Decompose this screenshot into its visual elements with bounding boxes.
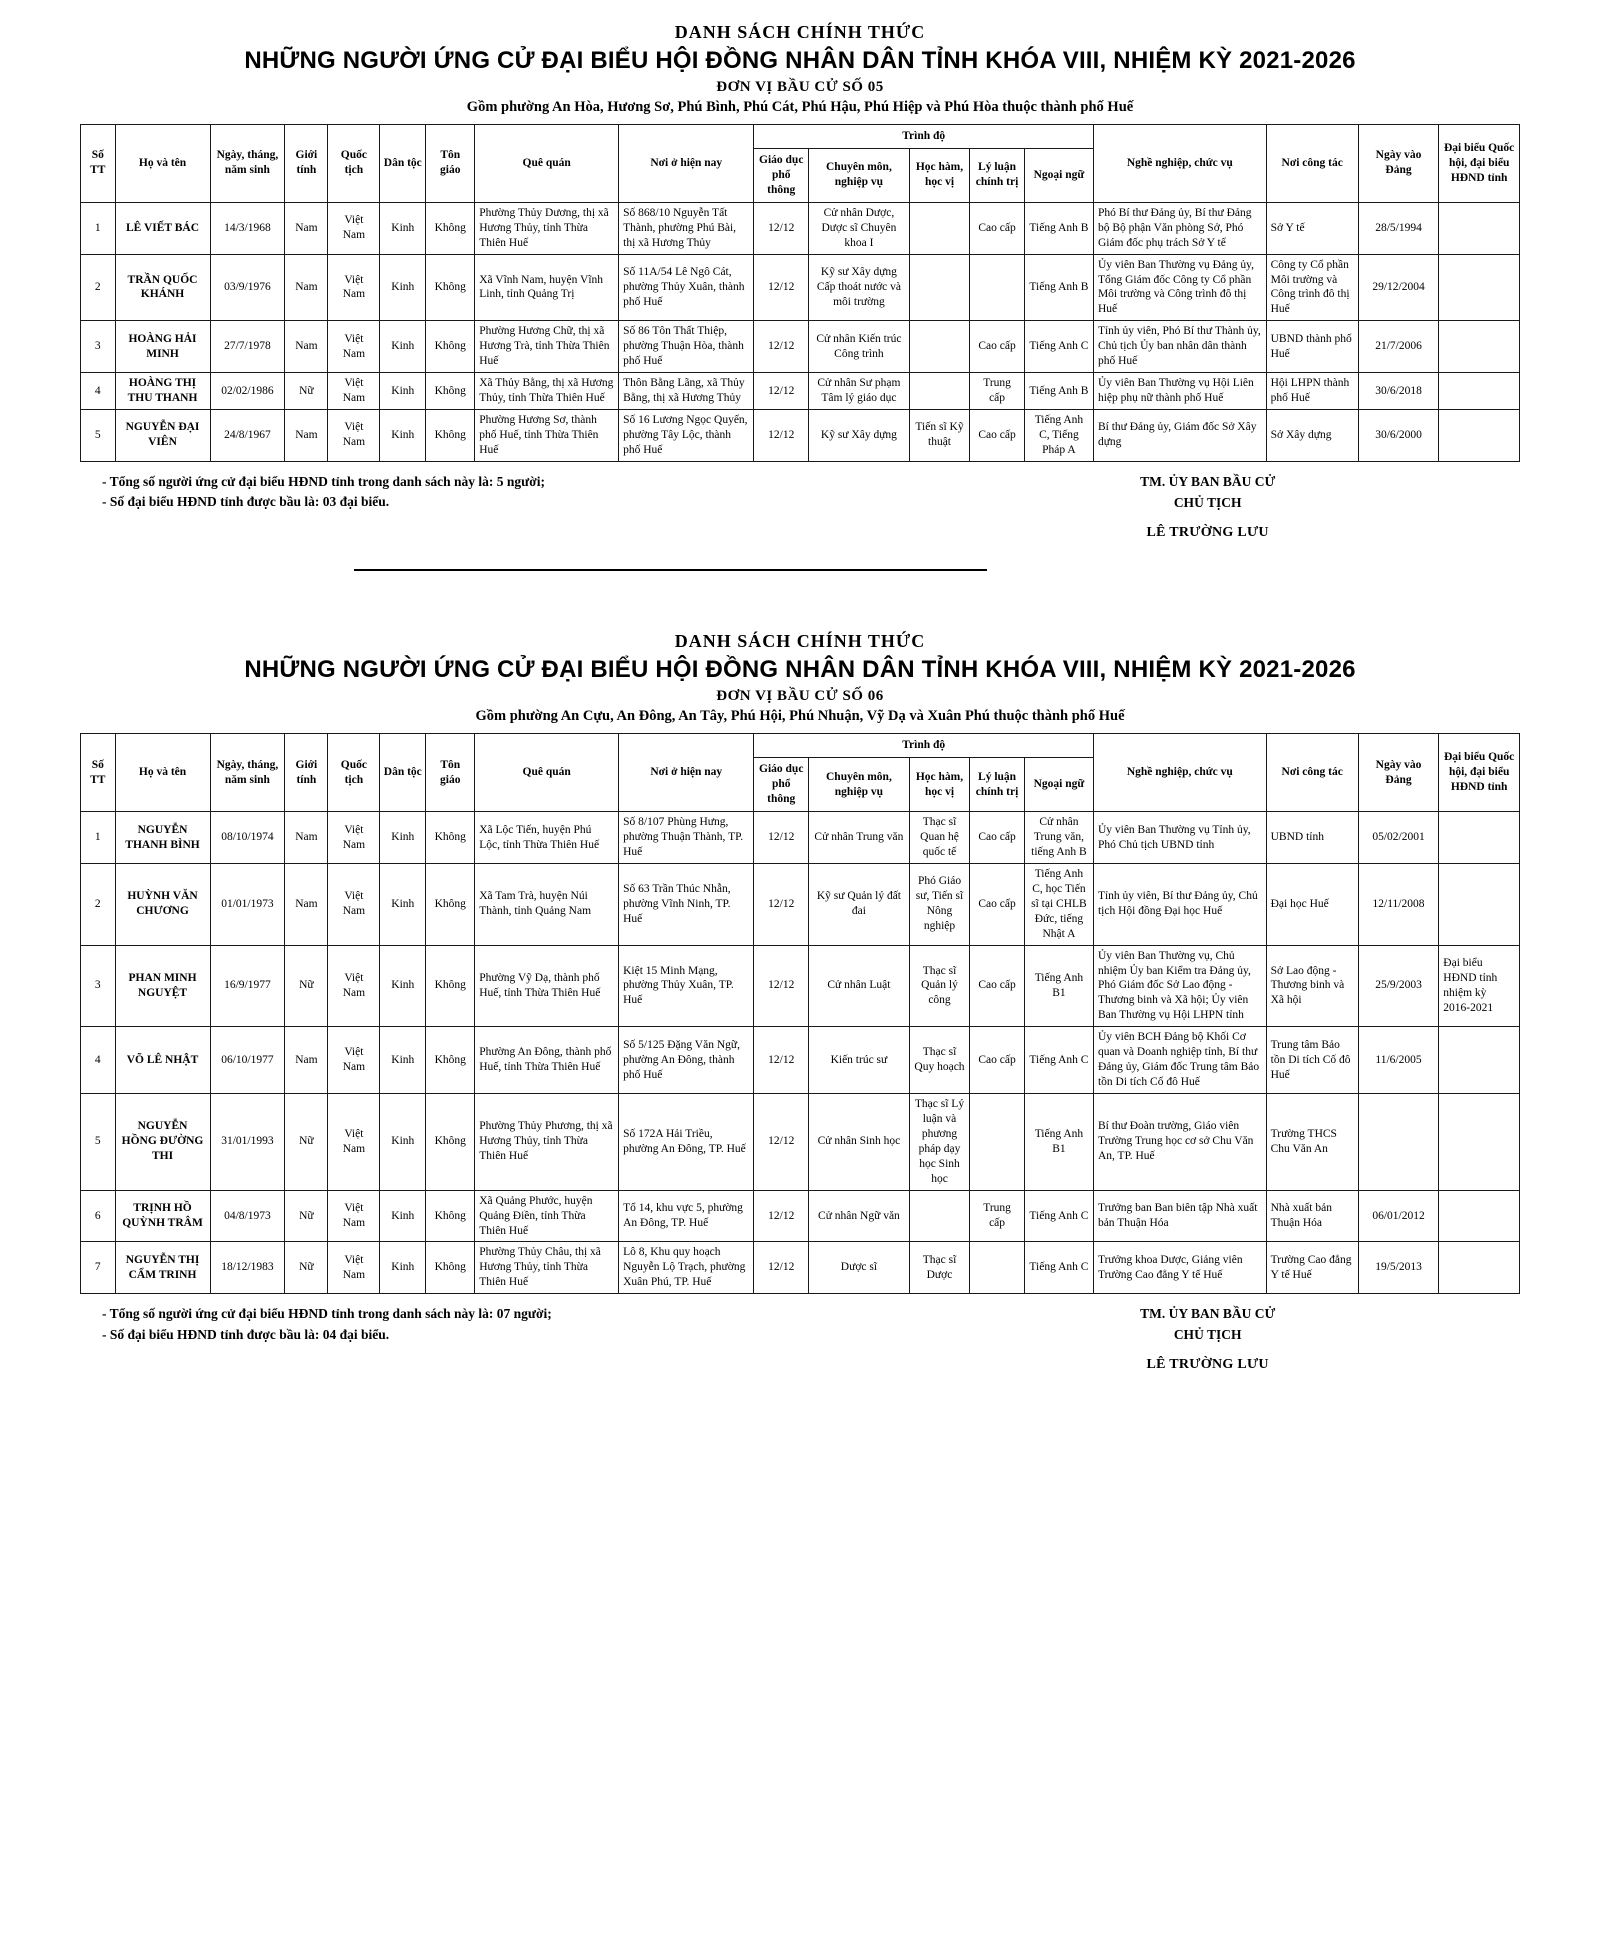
cell: Tổ 14, khu vực 5, phường An Đông, TP. Huế [619, 1190, 754, 1242]
cell: Ủy viên Ban Thường vụ Hội Liên hiệp phụ nữ thành phố Huế [1093, 373, 1266, 410]
cell [970, 1094, 1025, 1191]
cell: Kinh [380, 254, 426, 321]
cell: 24/8/1967 [210, 410, 285, 462]
cell: 4 [81, 1027, 116, 1094]
cell: Kinh [380, 812, 426, 864]
col-header-education: Giáo dục phổ thông [754, 758, 809, 812]
cell: 6 [81, 1190, 116, 1242]
cell: Không [426, 202, 475, 254]
section-unit-05 [80, 22, 1520, 543]
cell: Ủy viên Ban Thường vụ Tỉnh ủy, Phó Chủ tịch UBND tỉnh [1093, 812, 1266, 864]
table-header [81, 125, 1520, 203]
signature-role: CHỦ TỊCH [1173, 1327, 1242, 1343]
cell: Việt Nam [328, 410, 380, 462]
cell [1439, 254, 1520, 321]
cell: Nam [285, 202, 328, 254]
cell: Tiếng Anh B1 [1024, 1094, 1093, 1191]
cell: Cử nhân Dược, Dược sĩ Chuyên khoa I [809, 202, 910, 254]
section-title: DANH SÁCH CHÍNH THỨC [674, 22, 926, 42]
cell: Nữ [285, 373, 328, 410]
cell [1439, 863, 1520, 945]
cell: Sở Xây dựng [1266, 410, 1358, 462]
cell: 06/01/2012 [1358, 1190, 1439, 1242]
cell: 12/12 [754, 1094, 809, 1191]
cell: Kinh [380, 202, 426, 254]
cell: 12/12 [754, 321, 809, 373]
cell: Phường Thủy Phương, thị xã Hương Thủy, tỉnh Thừa Thiên Huế [475, 1094, 619, 1191]
section-unit-06 [80, 631, 1520, 1375]
cell: Phường Thủy Châu, thị xã Hương Thủy, tỉnh Thừa Thiên Huế [475, 1242, 619, 1294]
cell [909, 321, 969, 373]
cell: Phường Vỹ Dạ, thành phố Huế, tỉnh Thừa Thiên Huế [475, 945, 619, 1027]
cell: Trung cấp [970, 1190, 1025, 1242]
cell: Trường THCS Chu Văn An [1266, 1094, 1358, 1191]
cell: 14/3/1968 [210, 202, 285, 254]
cell: 06/10/1977 [210, 1027, 285, 1094]
cell: 12/12 [754, 1242, 809, 1294]
cell: Nam [285, 254, 328, 321]
cell: Thạc sĩ Dược [909, 1242, 969, 1294]
cell [970, 1242, 1025, 1294]
col-header-workplace: Nơi công tác [1266, 125, 1358, 203]
cell: Kỹ sư Xây dựng Cấp thoát nước và môi trường [809, 254, 910, 321]
cell: Kỹ sư Quản lý đất đai [809, 863, 910, 945]
cell: Trung cấp [970, 373, 1025, 410]
cell: Xã Tam Trà, huyện Núi Thành, tỉnh Quảng Nam [475, 863, 619, 945]
col-header-dob: Ngày, tháng, năm sinh [210, 734, 285, 812]
cell [909, 254, 969, 321]
cell: Phường Thủy Dương, thị xã Hương Thủy, tỉnh Thừa Thiên Huế [475, 202, 619, 254]
cell: Cử nhân Sinh học [809, 1094, 910, 1191]
cell: Sở Lao động - Thương binh và Xã hội [1266, 945, 1358, 1027]
cell: Không [426, 812, 475, 864]
cell: Xã Quảng Phước, huyện Quảng Điền, tỉnh Thừa Thiên Huế [475, 1190, 619, 1242]
col-header-education: Giáo dục phổ thông [754, 148, 809, 202]
cell: Không [426, 373, 475, 410]
col-header-job: Nghề nghiệp, chức vụ [1093, 734, 1266, 812]
cell: 27/7/1978 [210, 321, 285, 373]
col-header-workplace: Nơi công tác [1266, 734, 1358, 812]
cell: Thạc sĩ Quy hoạch [909, 1027, 969, 1094]
cell: Ủy viên Ban Thường vụ Đảng ủy, Tổng Giám đốc Công ty Cổ phần Môi trường và Công trình đô thị Huế [1093, 254, 1266, 321]
cell: Thạc sĩ Quan hệ quốc tế [909, 812, 969, 864]
cell: Việt Nam [328, 373, 380, 410]
cell: Tiếng Anh C [1024, 321, 1093, 373]
cell: Việt Nam [328, 1094, 380, 1191]
cell: Thạc sĩ Lý luận và phương pháp dạy học Sinh học [909, 1094, 969, 1191]
total-candidates-line: - Tổng số người ứng cử đại biểu HĐND tỉnh trong danh sách này là: 5 người; [102, 473, 545, 489]
cell: Số 868/10 Nguyễn Tất Thành, phường Phú Bài, thị xã Hương Thủy [619, 202, 754, 254]
cell: Không [426, 410, 475, 462]
col-header-language: Ngoại ngữ [1024, 148, 1093, 202]
signature-block [1140, 1304, 1275, 1376]
col-header-gender: Giới tính [285, 125, 328, 203]
cell: 31/01/1993 [210, 1094, 285, 1191]
cell: Số 63 Trần Thúc Nhẫn, phường Vĩnh Ninh, TP. Huế [619, 863, 754, 945]
cell [1439, 1094, 1520, 1191]
col-header-profession: Chuyên môn, nghiệp vụ [809, 758, 910, 812]
cell: 05/02/2001 [1358, 812, 1439, 864]
candidates-body-unit-05 [81, 202, 1520, 461]
cell: 3 [81, 321, 116, 373]
cell: Tiếng Anh B1 [1024, 945, 1093, 1027]
cell: Nhà xuất bản Thuận Hóa [1266, 1190, 1358, 1242]
col-header-gender: Giới tính [285, 734, 328, 812]
candidate-row [81, 1027, 1520, 1094]
cell: Xã Lộc Tiến, huyện Phú Lộc, tỉnh Thừa Thiên Huế [475, 812, 619, 864]
election-unit-scope: Gồm phường An Cựu, An Đông, An Tây, Phú Hội, Phú Nhuận, Vỹ Dạ và Xuân Phú thuộc thành phố Huế [475, 708, 1125, 725]
cell: Phó Giáo sư, Tiến sĩ Nông nghiệp [909, 863, 969, 945]
cell: Thạc sĩ Quản lý công [909, 945, 969, 1027]
cell: Không [426, 945, 475, 1027]
cell: 12/12 [754, 812, 809, 864]
cell: NGUYỄN HỒNG ĐƯỜNG THI [115, 1094, 210, 1191]
cell: 12/12 [754, 945, 809, 1027]
candidate-row [81, 373, 1520, 410]
cell: Nữ [285, 1242, 328, 1294]
col-header-qualification-group: Trình độ [754, 125, 1094, 149]
cell: Cử nhân Kiến trúc Công trình [809, 321, 910, 373]
cell: Việt Nam [328, 321, 380, 373]
cell: Phường Hương Chữ, thị xã Hương Trà, tỉnh Thừa Thiên Huế [475, 321, 619, 373]
cell: 02/02/1986 [210, 373, 285, 410]
cell: Tiếng Anh C [1024, 1190, 1093, 1242]
cell: 08/10/1974 [210, 812, 285, 864]
cell: Nữ [285, 945, 328, 1027]
cell [1439, 410, 1520, 462]
cell: TRẦN QUỐC KHÁNH [115, 254, 210, 321]
cell: Việt Nam [328, 945, 380, 1027]
cell: 25/9/2003 [1358, 945, 1439, 1027]
candidate-row [81, 945, 1520, 1027]
cell: Cao cấp [970, 1027, 1025, 1094]
cell: 19/5/2013 [1358, 1242, 1439, 1294]
cell [970, 254, 1025, 321]
cell: Tiếng Anh B [1024, 373, 1093, 410]
cell: Không [426, 1190, 475, 1242]
cell: 2 [81, 863, 116, 945]
cell: 18/12/1983 [210, 1242, 285, 1294]
cell: Kinh [380, 321, 426, 373]
signature-name: LÊ TRƯỜNG LƯU [1146, 1357, 1269, 1373]
candidate-row [81, 863, 1520, 945]
cell [1439, 1190, 1520, 1242]
cell: Cao cấp [970, 812, 1025, 864]
cell [1439, 812, 1520, 864]
cell: Đại biểu HĐND tỉnh nhiệm kỳ 2016-2021 [1439, 945, 1520, 1027]
cell: 12/12 [754, 254, 809, 321]
cell: 21/7/2006 [1358, 321, 1439, 373]
cell: Hội LHPN thành phố Huế [1266, 373, 1358, 410]
cell [1439, 202, 1520, 254]
cell: 30/6/2018 [1358, 373, 1439, 410]
cell: Kinh [380, 373, 426, 410]
candidates-table-unit-05 [80, 124, 1520, 462]
signature-block [1140, 472, 1275, 544]
cell: Cao cấp [970, 202, 1025, 254]
cell: 29/12/2004 [1358, 254, 1439, 321]
cell: 2 [81, 254, 116, 321]
cell: Số 8/107 Phùng Hưng, phường Thuận Thành, TP. Huế [619, 812, 754, 864]
cell: 12/12 [754, 1190, 809, 1242]
cell: Kinh [380, 1242, 426, 1294]
cell [1439, 1027, 1520, 1094]
cell: Không [426, 321, 475, 373]
cell: Cử nhân Ngữ văn [809, 1190, 910, 1242]
candidate-row [81, 321, 1520, 373]
cell: Kiệt 15 Minh Mạng, phường Thủy Xuân, TP. Huế [619, 945, 754, 1027]
cell: Không [426, 863, 475, 945]
cell: NGUYỄN THANH BÌNH [115, 812, 210, 864]
cell: 7 [81, 1242, 116, 1294]
cell: Nam [285, 812, 328, 864]
totals-block [80, 472, 545, 513]
candidates-body-unit-06 [81, 812, 1520, 1294]
cell: 12/12 [754, 373, 809, 410]
col-header-hometown: Quê quán [475, 125, 619, 203]
cell: Nữ [285, 1094, 328, 1191]
election-unit-label: ĐƠN VỊ BẦU CỬ SỐ 06 [716, 688, 884, 705]
cell: Tỉnh ủy viên, Bí thư Đảng ủy, Chủ tịch Hội đồng Đại học Huế [1093, 863, 1266, 945]
candidate-row [81, 1242, 1520, 1294]
cell: HOÀNG THỊ THU THANH [115, 373, 210, 410]
cell: Nam [285, 1027, 328, 1094]
col-header-deputy: Đại biểu Quốc hội, đại biểu HĐND tỉnh [1439, 125, 1520, 203]
cell [1439, 1242, 1520, 1294]
cell: 5 [81, 410, 116, 462]
cell: Xã Vĩnh Nam, huyện Vĩnh Linh, tỉnh Quảng Trị [475, 254, 619, 321]
col-header-deputy: Đại biểu Quốc hội, đại biểu HĐND tỉnh [1439, 734, 1520, 812]
col-header-religion: Tôn giáo [426, 734, 475, 812]
cell: Tiếng Anh B [1024, 254, 1093, 321]
cell: 12/12 [754, 863, 809, 945]
cell: 12/12 [754, 1027, 809, 1094]
cell: Thôn Bằng Lãng, xã Thủy Bằng, thị xã Hương Thủy [619, 373, 754, 410]
cell: Việt Nam [328, 812, 380, 864]
cell: 01/01/1973 [210, 863, 285, 945]
total-candidates-line: - Tổng số người ứng cử đại biểu HĐND tỉnh trong danh sách này là: 07 người; [102, 1306, 552, 1322]
cell: Công ty Cổ phần Môi trường và Công trình đô thị Huế [1266, 254, 1358, 321]
cell: Trưởng khoa Dược, Giảng viên Trường Cao đẳng Y tế Huế [1093, 1242, 1266, 1294]
cell: 12/12 [754, 202, 809, 254]
cell: Bí thư Đoàn trường, Giáo viên Trường Trung học cơ sở Chu Văn An, TP. Huế [1093, 1094, 1266, 1191]
cell: Ủy viên Ban Thường vụ, Chủ nhiệm Ủy ban Kiểm tra Đảng ủy, Phó Giám đốc Sở Lao động - Thương binh và Xã hội; Ủy viên Ban Thường vụ Hội LHPN tỉnh [1093, 945, 1266, 1027]
cell: NGUYỄN THỊ CẨM TRINH [115, 1242, 210, 1294]
cell: Kinh [380, 1094, 426, 1191]
cell: Việt Nam [328, 254, 380, 321]
cell: Phường Hương Sơ, thành phố Huế, tỉnh Thừa Thiên Huế [475, 410, 619, 462]
cell: Việt Nam [328, 1242, 380, 1294]
col-header-ethnicity: Dân tộc [380, 125, 426, 203]
cell: HOÀNG HẢI MINH [115, 321, 210, 373]
cell: Tiến sĩ Kỹ thuật [909, 410, 969, 462]
cell [1439, 321, 1520, 373]
cell: Đại học Huế [1266, 863, 1358, 945]
cell: Việt Nam [328, 202, 380, 254]
cell: Cử nhân Sư phạm Tâm lý giáo dục [809, 373, 910, 410]
cell: Không [426, 1027, 475, 1094]
election-unit-label: ĐƠN VỊ BẦU CỬ SỐ 05 [716, 79, 884, 95]
cell: NGUYỄN ĐẠI VIÊN [115, 410, 210, 462]
cell: Số 86 Tôn Thất Thiệp, phường Thuận Hòa, thành phố Huế [619, 321, 754, 373]
cell: Việt Nam [328, 1190, 380, 1242]
cell: Không [426, 1242, 475, 1294]
col-header-qualification-group: Trình độ [754, 734, 1094, 758]
col-header-degree: Học hàm, học vị [909, 758, 969, 812]
cell: PHAN MINH NGUYỆT [115, 945, 210, 1027]
cell: Phường An Đông, thành phố Huế, tỉnh Thừa Thiên Huế [475, 1027, 619, 1094]
signature-name: LÊ TRƯỜNG LƯU [1146, 524, 1269, 540]
col-header-residence: Nơi ở hiện nay [619, 125, 754, 203]
cell: LÊ VIẾT BÁC [115, 202, 210, 254]
cell: Trung tâm Bảo tồn Di tích Cố đô Huế [1266, 1027, 1358, 1094]
cell: Cao cấp [970, 863, 1025, 945]
cell: Phó Bí thư Đảng ủy, Bí thư Đảng bộ Bộ phận Văn phòng Sở, Phó Giám đốc phụ trách Sở Y tế [1093, 202, 1266, 254]
cell: 1 [81, 812, 116, 864]
cell: UBND tỉnh [1266, 812, 1358, 864]
footer-unit-05 [80, 472, 1520, 544]
cell: Kiến trúc sư [809, 1027, 910, 1094]
cell: Số 172A Hải Triều, phường An Đông, TP. Huế [619, 1094, 754, 1191]
col-header-nationality: Quốc tịch [328, 125, 380, 203]
col-header-degree: Học hàm, học vị [909, 148, 969, 202]
footer-unit-06 [80, 1304, 1520, 1376]
col-header-name: Họ và tên [115, 125, 210, 203]
cell: Sở Y tế [1266, 202, 1358, 254]
cell: 5 [81, 1094, 116, 1191]
cell [1358, 1094, 1439, 1191]
cell: TRỊNH HỒ QUỲNH TRÂM [115, 1190, 210, 1242]
cell: 03/9/1976 [210, 254, 285, 321]
section-subtitle: NHỮNG NGƯỜI ỨNG CỬ ĐẠI BIỂU HỘI ĐỒNG NHÂN DÂN TỈNH KHÓA VIII, NHIỆM KỲ 2021-2026 [244, 656, 1356, 684]
cell: Cử nhân Luật [809, 945, 910, 1027]
cell: Cử nhân Trung văn, tiếng Anh B [1024, 812, 1093, 864]
cell: Tiếng Anh C [1024, 1242, 1093, 1294]
col-header-hometown: Quê quán [475, 734, 619, 812]
cell: Nữ [285, 1190, 328, 1242]
cell: Không [426, 254, 475, 321]
elected-count-line: - Số đại biểu HĐND tỉnh được bầu là: 04 đại biểu. [102, 1326, 390, 1342]
cell: 3 [81, 945, 116, 1027]
signature-role: CHỦ TỊCH [1173, 494, 1242, 510]
cell: Cử nhân Trung văn [809, 812, 910, 864]
col-header-religion: Tôn giáo [426, 125, 475, 203]
cell: Tỉnh ủy viên, Phó Bí thư Thành ủy, Chủ tịch Ủy ban nhân dân thành phố Huế [1093, 321, 1266, 373]
section-title: DANH SÁCH CHÍNH THỨC [674, 631, 926, 652]
candidates-table-unit-06 [80, 733, 1520, 1294]
candidate-row [81, 812, 1520, 864]
election-unit-scope: Gồm phường An Hòa, Hương Sơ, Phú Bình, Phú Cát, Phú Hậu, Phú Hiệp và Phú Hòa thuộc thành phố Huế [466, 99, 1134, 115]
cell: Kinh [380, 863, 426, 945]
cell: Việt Nam [328, 863, 380, 945]
col-header-stt: Số TT [81, 734, 116, 812]
cell: Nam [285, 321, 328, 373]
cell: HUỲNH VĂN CHƯƠNG [115, 863, 210, 945]
cell: Lô 8, Khu quy hoạch Nguyễn Lộ Trạch, phường Xuân Phú, TP. Huế [619, 1242, 754, 1294]
col-header-residence: Nơi ở hiện nay [619, 734, 754, 812]
cell: Kinh [380, 1027, 426, 1094]
cell: Cao cấp [970, 410, 1025, 462]
cell: Số 16 Lương Ngọc Quyến, phường Tây Lộc, thành phố Huế [619, 410, 754, 462]
cell: 1 [81, 202, 116, 254]
cell: Trường Cao đẳng Y tế Huế [1266, 1242, 1358, 1294]
cell [909, 1190, 969, 1242]
cell: 28/5/1994 [1358, 202, 1439, 254]
col-header-politics: Lý luận chính trị [970, 148, 1025, 202]
cell [1439, 373, 1520, 410]
cell: Nam [285, 410, 328, 462]
section-subtitle: NHỮNG NGƯỜI ỨNG CỬ ĐẠI BIỂU HỘI ĐỒNG NHÂN DÂN TỈNH KHÓA VIII, NHIỆM KỲ 2021-2026 [244, 47, 1356, 74]
cell: Ủy viên BCH Đảng bộ Khối Cơ quan và Doanh nghiệp tỉnh, Bí thư Đảng ủy, Giám đốc Trung tâm Bảo tồn Di tích Cố đô Huế [1093, 1027, 1266, 1094]
cell: Trưởng ban Ban biên tập Nhà xuất bản Thuận Hóa [1093, 1190, 1266, 1242]
col-header-nationality: Quốc tịch [328, 734, 380, 812]
totals-block [80, 1304, 552, 1345]
candidate-row [81, 1094, 1520, 1191]
cell: Tiếng Anh C, Tiếng Pháp A [1024, 410, 1093, 462]
candidate-row [81, 254, 1520, 321]
cell: Kinh [380, 410, 426, 462]
cell: Tiếng Anh B [1024, 202, 1093, 254]
cell: Cao cấp [970, 321, 1025, 373]
signature-org: TM. ỦY BAN BẦU CỬ [1140, 1306, 1276, 1322]
cell: Kinh [380, 1190, 426, 1242]
col-header-name: Họ và tên [115, 734, 210, 812]
candidate-row [81, 410, 1520, 462]
cell: Số 11A/54 Lê Ngô Cát, phường Thủy Xuân, thành phố Huế [619, 254, 754, 321]
candidate-row [81, 202, 1520, 254]
cell: 30/6/2000 [1358, 410, 1439, 462]
col-header-language: Ngoại ngữ [1024, 758, 1093, 812]
col-header-ethnicity: Dân tộc [380, 734, 426, 812]
elected-count-line: - Số đại biểu HĐND tỉnh được bầu là: 03 đại biểu. [102, 494, 390, 510]
cell [909, 373, 969, 410]
cell: Việt Nam [328, 1027, 380, 1094]
col-header-party-date: Ngày vào Đảng [1358, 125, 1439, 203]
col-header-politics: Lý luận chính trị [970, 758, 1025, 812]
signature-org: TM. ỦY BAN BẦU CỬ [1140, 473, 1276, 489]
cell: VÕ LÊ NHẬT [115, 1027, 210, 1094]
col-header-profession: Chuyên môn, nghiệp vụ [809, 148, 910, 202]
cell: Cao cấp [970, 945, 1025, 1027]
cell: 16/9/1977 [210, 945, 285, 1027]
cell: Tiếng Anh C [1024, 1027, 1093, 1094]
cell: 4 [81, 373, 116, 410]
cell: 04/8/1973 [210, 1190, 285, 1242]
cell: 12/12 [754, 410, 809, 462]
candidate-row [81, 1190, 1520, 1242]
col-header-party-date: Ngày vào Đảng [1358, 734, 1439, 812]
table-header [81, 734, 1520, 812]
cell: Tiếng Anh C, học Tiến sĩ tại CHLB Đức, tiếng Nhật A [1024, 863, 1093, 945]
col-header-dob: Ngày, tháng, năm sinh [210, 125, 285, 203]
col-header-job: Nghề nghiệp, chức vụ [1093, 125, 1266, 203]
cell: Số 5/125 Đặng Văn Ngữ, phường An Đông, thành phố Huế [619, 1027, 754, 1094]
cell: 11/6/2005 [1358, 1027, 1439, 1094]
cell: UBND thành phố Huế [1266, 321, 1358, 373]
cell: Kỹ sư Xây dựng [809, 410, 910, 462]
cell: Nam [285, 863, 328, 945]
cell: Xã Thủy Bằng, thị xã Hương Thủy, tỉnh Thừa Thiên Huế [475, 373, 619, 410]
cell: Bí thư Đảng ủy, Giám đốc Sở Xây dựng [1093, 410, 1266, 462]
cell [909, 202, 969, 254]
section-divider [354, 569, 988, 571]
cell: 12/11/2008 [1358, 863, 1439, 945]
cell: Không [426, 1094, 475, 1191]
cell: Kinh [380, 945, 426, 1027]
col-header-stt: Số TT [81, 125, 116, 203]
cell: Dược sĩ [809, 1242, 910, 1294]
